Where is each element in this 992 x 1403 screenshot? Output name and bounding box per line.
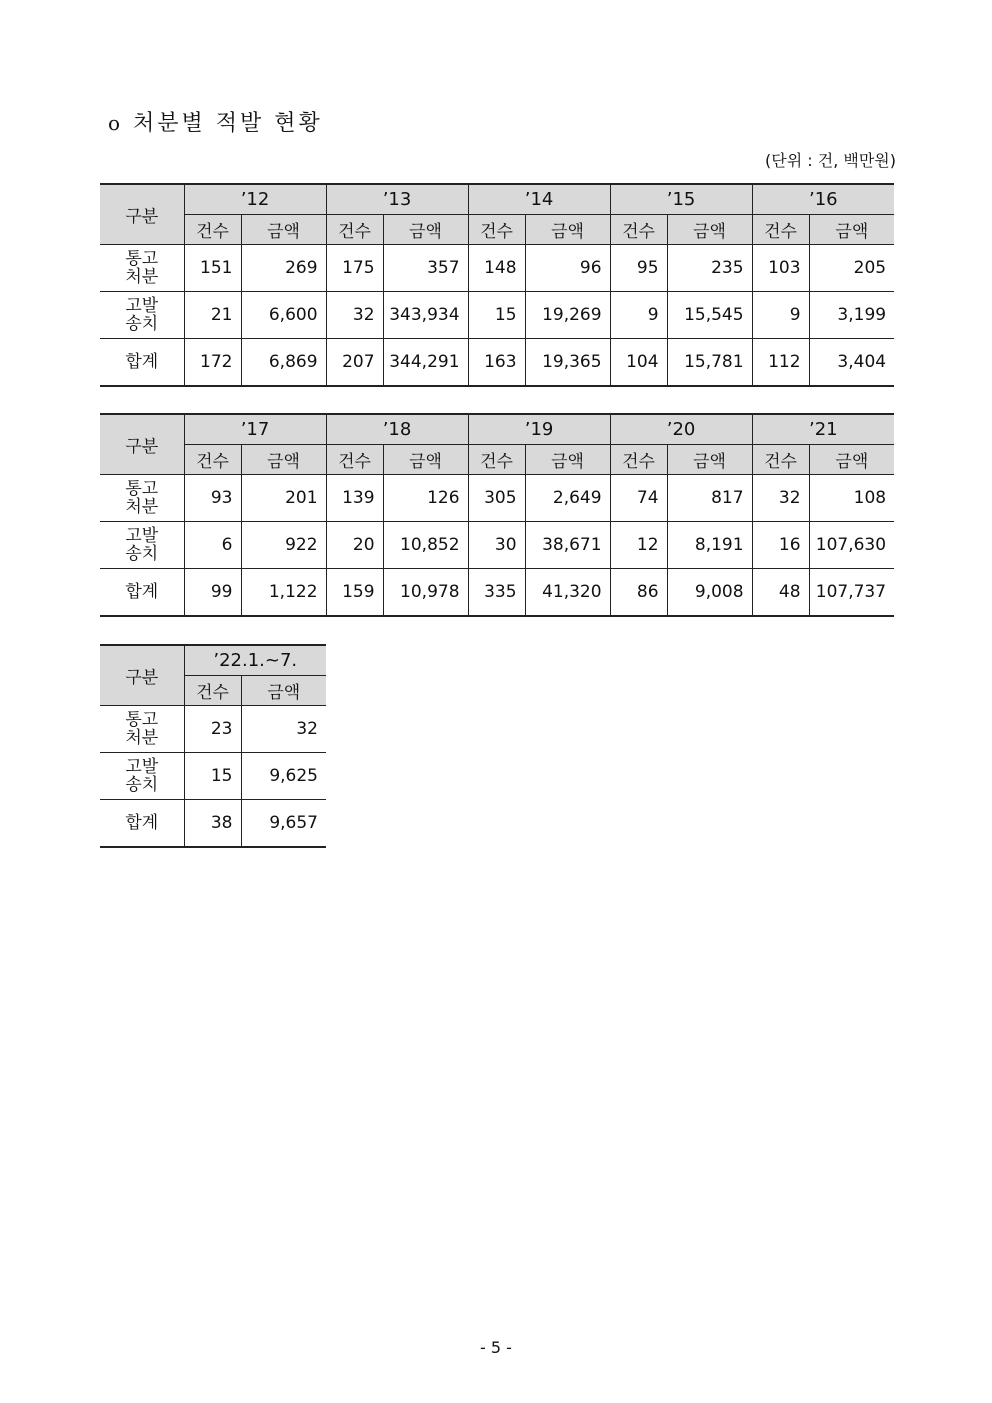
count-cell: 175 — [326, 245, 383, 292]
year-header: ’19 — [468, 414, 610, 445]
count-cell: 99 — [184, 569, 241, 617]
year-header: ’15 — [610, 184, 752, 215]
count-cell: 151 — [184, 245, 241, 292]
count-header: 건수 — [184, 215, 241, 245]
amount-header: 금액 — [809, 445, 894, 475]
count-cell: 335 — [468, 569, 525, 617]
table-row — [100, 753, 326, 800]
count-cell: 159 — [326, 569, 383, 617]
amount-cell: 357 — [383, 245, 468, 292]
amount-cell: 19,269 — [525, 292, 610, 339]
amount-header: 금액 — [525, 215, 610, 245]
count-header: 건수 — [184, 676, 241, 706]
count-header: 건수 — [610, 215, 667, 245]
count-cell: 74 — [610, 475, 667, 522]
row-label-line: 통고 — [125, 249, 159, 269]
row-header: 구분 — [100, 414, 184, 475]
amount-cell: 205 — [809, 245, 894, 292]
amount-cell: 10,978 — [383, 569, 468, 617]
amount-cell: 10,852 — [383, 522, 468, 569]
row-label — [100, 475, 184, 522]
amount-cell: 1,122 — [241, 569, 326, 617]
amount-header: 금액 — [383, 445, 468, 475]
row-header: 구분 — [100, 184, 184, 245]
amount-cell: 15,545 — [667, 292, 752, 339]
row-label — [100, 569, 184, 617]
count-cell: 6 — [184, 522, 241, 569]
count-cell: 207 — [326, 339, 383, 387]
year-header: ’21 — [752, 414, 894, 445]
year-header: ’14 — [468, 184, 610, 215]
year-header: ’22.1.~7. — [184, 645, 326, 676]
count-cell: 104 — [610, 339, 667, 387]
count-header: 건수 — [468, 445, 525, 475]
count-cell: 23 — [184, 706, 241, 753]
amount-cell: 344,291 — [383, 339, 468, 387]
year-header: ’16 — [752, 184, 894, 215]
count-cell: 48 — [752, 569, 809, 617]
row-label-line: 고발 — [125, 296, 159, 316]
year-header: ’20 — [610, 414, 752, 445]
amount-header: 금액 — [241, 676, 326, 706]
row-label-line: 통고 — [125, 479, 159, 499]
count-cell: 9 — [752, 292, 809, 339]
count-header: 건수 — [326, 215, 383, 245]
amount-cell: 922 — [241, 522, 326, 569]
count-cell: 12 — [610, 522, 667, 569]
amount-header: 금액 — [667, 445, 752, 475]
amount-cell: 108 — [809, 475, 894, 522]
amount-cell: 6,869 — [241, 339, 326, 387]
count-cell: 172 — [184, 339, 241, 387]
count-cell: 305 — [468, 475, 525, 522]
amount-cell: 126 — [383, 475, 468, 522]
section-title: 처분별 적발 현황 — [133, 111, 323, 136]
amount-cell: 201 — [241, 475, 326, 522]
amount-cell: 6,600 — [241, 292, 326, 339]
amount-cell: 107,630 — [809, 522, 894, 569]
amount-cell: 2,649 — [525, 475, 610, 522]
row-label-line: 고발 — [125, 526, 159, 546]
row-label-line: 합계 — [125, 352, 159, 372]
amount-cell: 15,781 — [667, 339, 752, 387]
disposition-table-2022 — [100, 644, 326, 848]
amount-cell: 343,934 — [383, 292, 468, 339]
disposition-table-2017-2021 — [100, 413, 894, 617]
count-cell: 21 — [184, 292, 241, 339]
amount-header: 금액 — [383, 215, 468, 245]
table-row — [100, 475, 894, 522]
row-label-line: 송치 — [125, 775, 159, 795]
count-header: 건수 — [326, 445, 383, 475]
row-label-line: 합계 — [125, 582, 159, 602]
row-label-line: 처분 — [125, 497, 159, 517]
count-header: 건수 — [752, 215, 809, 245]
amount-header: 금액 — [525, 445, 610, 475]
count-cell: 95 — [610, 245, 667, 292]
count-cell: 32 — [752, 475, 809, 522]
year-header: ’13 — [326, 184, 468, 215]
amount-cell: 38,671 — [525, 522, 610, 569]
amount-header: 금액 — [809, 215, 894, 245]
section-heading — [108, 106, 323, 137]
count-header: 건수 — [752, 445, 809, 475]
row-label — [100, 706, 184, 753]
table-row — [100, 245, 894, 292]
row-label — [100, 245, 184, 292]
row-label-line: 송치 — [125, 544, 159, 564]
count-cell: 38 — [184, 800, 241, 848]
amount-cell: 96 — [525, 245, 610, 292]
year-header: ’18 — [326, 414, 468, 445]
count-cell: 139 — [326, 475, 383, 522]
count-cell: 15 — [468, 292, 525, 339]
amount-cell: 817 — [667, 475, 752, 522]
count-cell: 148 — [468, 245, 525, 292]
year-header: ’12 — [184, 184, 326, 215]
amount-cell: 9,657 — [241, 800, 326, 848]
amount-cell: 9,008 — [667, 569, 752, 617]
amount-header: 금액 — [667, 215, 752, 245]
amount-cell: 3,199 — [809, 292, 894, 339]
row-label — [100, 292, 184, 339]
bullet-icon: o — [108, 111, 124, 135]
row-label — [100, 339, 184, 387]
count-cell: 15 — [184, 753, 241, 800]
row-label — [100, 522, 184, 569]
row-label — [100, 753, 184, 800]
amount-cell: 19,365 — [525, 339, 610, 387]
count-header: 건수 — [610, 445, 667, 475]
amount-cell: 3,404 — [809, 339, 894, 387]
count-header: 건수 — [468, 215, 525, 245]
count-cell: 112 — [752, 339, 809, 387]
table-row — [100, 292, 894, 339]
amount-cell: 41,320 — [525, 569, 610, 617]
amount-header: 금액 — [241, 215, 326, 245]
amount-header: 금액 — [241, 445, 326, 475]
count-cell: 93 — [184, 475, 241, 522]
count-header: 건수 — [184, 445, 241, 475]
count-cell: 163 — [468, 339, 525, 387]
unit-note: (단위 : 건, 백만원) — [765, 151, 896, 170]
row-label-line: 송치 — [125, 314, 159, 334]
row-label-line: 통고 — [125, 710, 159, 730]
row-label — [100, 800, 184, 848]
row-label-line: 처분 — [125, 728, 159, 748]
disposition-table-2012-2016 — [100, 183, 894, 387]
page-number: - 5 - — [480, 1338, 512, 1357]
amount-cell: 107,737 — [809, 569, 894, 617]
count-cell: 86 — [610, 569, 667, 617]
count-cell: 20 — [326, 522, 383, 569]
amount-cell: 9,625 — [241, 753, 326, 800]
count-cell: 30 — [468, 522, 525, 569]
table-row — [100, 800, 326, 848]
count-cell: 16 — [752, 522, 809, 569]
table-row — [100, 339, 894, 387]
amount-cell: 269 — [241, 245, 326, 292]
amount-cell: 8,191 — [667, 522, 752, 569]
row-label-line: 처분 — [125, 267, 159, 287]
table-row — [100, 706, 326, 753]
table-row — [100, 569, 894, 617]
row-label-line: 고발 — [125, 757, 159, 777]
row-header: 구분 — [100, 645, 184, 706]
amount-cell: 32 — [241, 706, 326, 753]
year-header: ’17 — [184, 414, 326, 445]
amount-cell: 235 — [667, 245, 752, 292]
row-label-line: 합계 — [125, 813, 159, 833]
table-row — [100, 522, 894, 569]
count-cell: 9 — [610, 292, 667, 339]
count-cell: 32 — [326, 292, 383, 339]
count-cell: 103 — [752, 245, 809, 292]
